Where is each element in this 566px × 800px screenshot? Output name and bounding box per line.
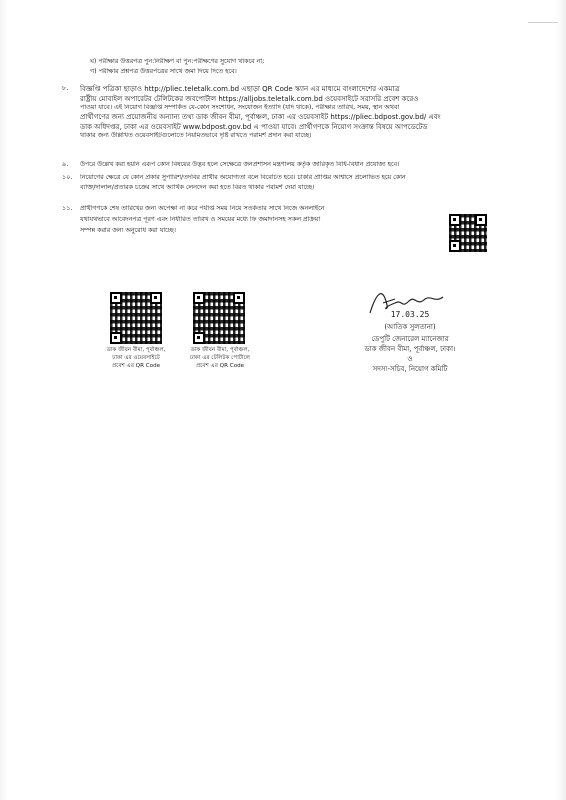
item-number-10: ১০.	[62, 173, 73, 181]
item-8-line-5: ডাক অধিদপ্তর, ঢাকা এর ওয়েবসাইট www.bdpost.gov.bd এ পাওয়া যাবে। প্রার্থীগণকে নিয়োগ সংক্রান্ত বিষয়ে আপডেটেড	[80, 123, 428, 132]
sub-points	[90, 58, 500, 76]
item-10-line-1: নিয়োগের ক্ষেত্রে যে কোন প্রকার সুপারিশ/তদবির প্রার্থীর অযোগ্যতা বলে বিবেচিত হবে। চাকরি প্রাপ্তির আশ্বাসে প্রলোভিত হয়ে কোন	[80, 174, 406, 181]
signature-date: 17.03.25	[390, 310, 430, 319]
item-8-line-2: রাষ্ট্রীয় মোবাইল অপারেটর টেলিটকের জবপোর্টাল https://alljobs.teletalk.com.bd ওয়েবসাইটে সরাসরি প্রবেশ করেও	[80, 95, 419, 103]
item-8-text	[80, 84, 490, 140]
application-qr-code[interactable]	[449, 214, 487, 252]
item-9-line-1: উপরে উল্লেখ করা হয়নি এরূপ কোন বিষয়ের উদ্ভব হলে সেক্ষেত্রে জনপ্রশাসন মন্ত্রণালয় কর্তৃক জারিকৃত বিধি-বিধান প্রযোজ্য হবে।	[80, 161, 400, 168]
signatory-and: ও	[407, 355, 413, 363]
sub-point-gha: ঘ) পরীক্ষার উত্তরপত্র পুন:নিরীক্ষণ বা পুন:পরীক্ষণের সুযোগ থাকবে না;	[90, 58, 265, 65]
item-11-line-2: যথাযথভাবে আবেদনপত্র পূরণ এবং নির্ধারিত তারিখ ও সময়ের মধ্যে ফি জমাদানসহ সকল প্রক্রিয়া	[80, 216, 321, 224]
signatory-title: ডেপুটি জেনারেল ম্যানেজার	[371, 335, 449, 343]
item-8-line-6: থাকার জন্য উল্লিখিত ওয়েবসাইটগুলোতে নিয়মিতভাবে দৃষ্টি রাখতে পরামর্শ প্রদান করা যাচ্ছে।	[80, 132, 312, 140]
teletalk-qr-code[interactable]	[193, 292, 245, 344]
item-10-line-2: ব্যক্তি/দালাল/প্রতারক চক্রের সাথে আর্থিক লেনদেন করা হতে বিরত থাকার পরামর্শ দেয়া যাচ্ছে।	[80, 184, 315, 192]
teletalk-qr-caption: ডাক জীবন বীমা, পূর্বাঞ্চল, ঢাকা এর টেলিটক পোর্টালে প্রবেশ এর QR Code	[190, 347, 250, 369]
item-8-line-1: বিজ্ঞপ্তি পত্রিকা ছাড়াও http://pliec.teletalk.com.bd এছাড়া QR Code স্ক্যান এর মাধ্যমে বাংলাদেশের একমাত্র	[80, 85, 400, 93]
website-qr-code[interactable]	[110, 292, 162, 344]
item-8-line-4: প্রার্থীগণের জন্য প্রয়োজনীয় অন্যান্য তথ্য ডাক জীবন বীমা, পূর্বাঞ্চল, ঢাকা এর ওয়েবসাইট https://pliec.bdpost.gov.bd/ এবং	[80, 113, 441, 122]
item-number-11: ১১.	[62, 204, 73, 212]
item-number-8: ৮.	[62, 84, 69, 92]
signatory-committee: সদস্য-সচিব, নিয়োগ কমিটি	[372, 365, 448, 373]
item-11-line-3: সম্পন্ন করার জন্য অনুরোধ করা যাচ্ছে।	[80, 227, 176, 235]
page-edge	[528, 0, 558, 23]
item-8-line-3: পাওয়া যাবে। এই নিয়োগ বিজ্ঞপ্তি সম্পর্কিত যে-কোন সংশোধন, সংযোজন ইত্যাদি (যদি থাকে), পরীক্ষার তারিখ, সময়, স্থান অথবা	[80, 104, 400, 111]
item-10-text	[80, 174, 490, 192]
sub-point-ga: গ) পরীক্ষার প্রশ্নপত্র উত্তরপত্রের সাথে জমা দিয়ে দিতে হবে।	[90, 68, 237, 76]
item-number-9: ৯.	[62, 160, 69, 168]
signatory-name: (আতিক সুলতানা)	[384, 323, 436, 331]
item-11-line-1: প্রার্থীগণকে শেষ তারিখের জন্য অপেক্ষা না করে পর্যাপ্ত সময় নিয়ে সতর্কতার সাথে নিজে অনলাইনে	[80, 205, 325, 212]
signatory-office: ডাক জীবন বীমা, পূর্বাঞ্চল, ঢাকা।	[364, 345, 456, 353]
website-qr-caption: ডাক জীবন বীমা, পূর্বাঞ্চল, ঢাকা এর ওয়েবসাইটে প্রবেশ এর QR Code	[106, 347, 166, 369]
item-11-text	[80, 205, 415, 236]
item-9-text	[80, 161, 490, 169]
